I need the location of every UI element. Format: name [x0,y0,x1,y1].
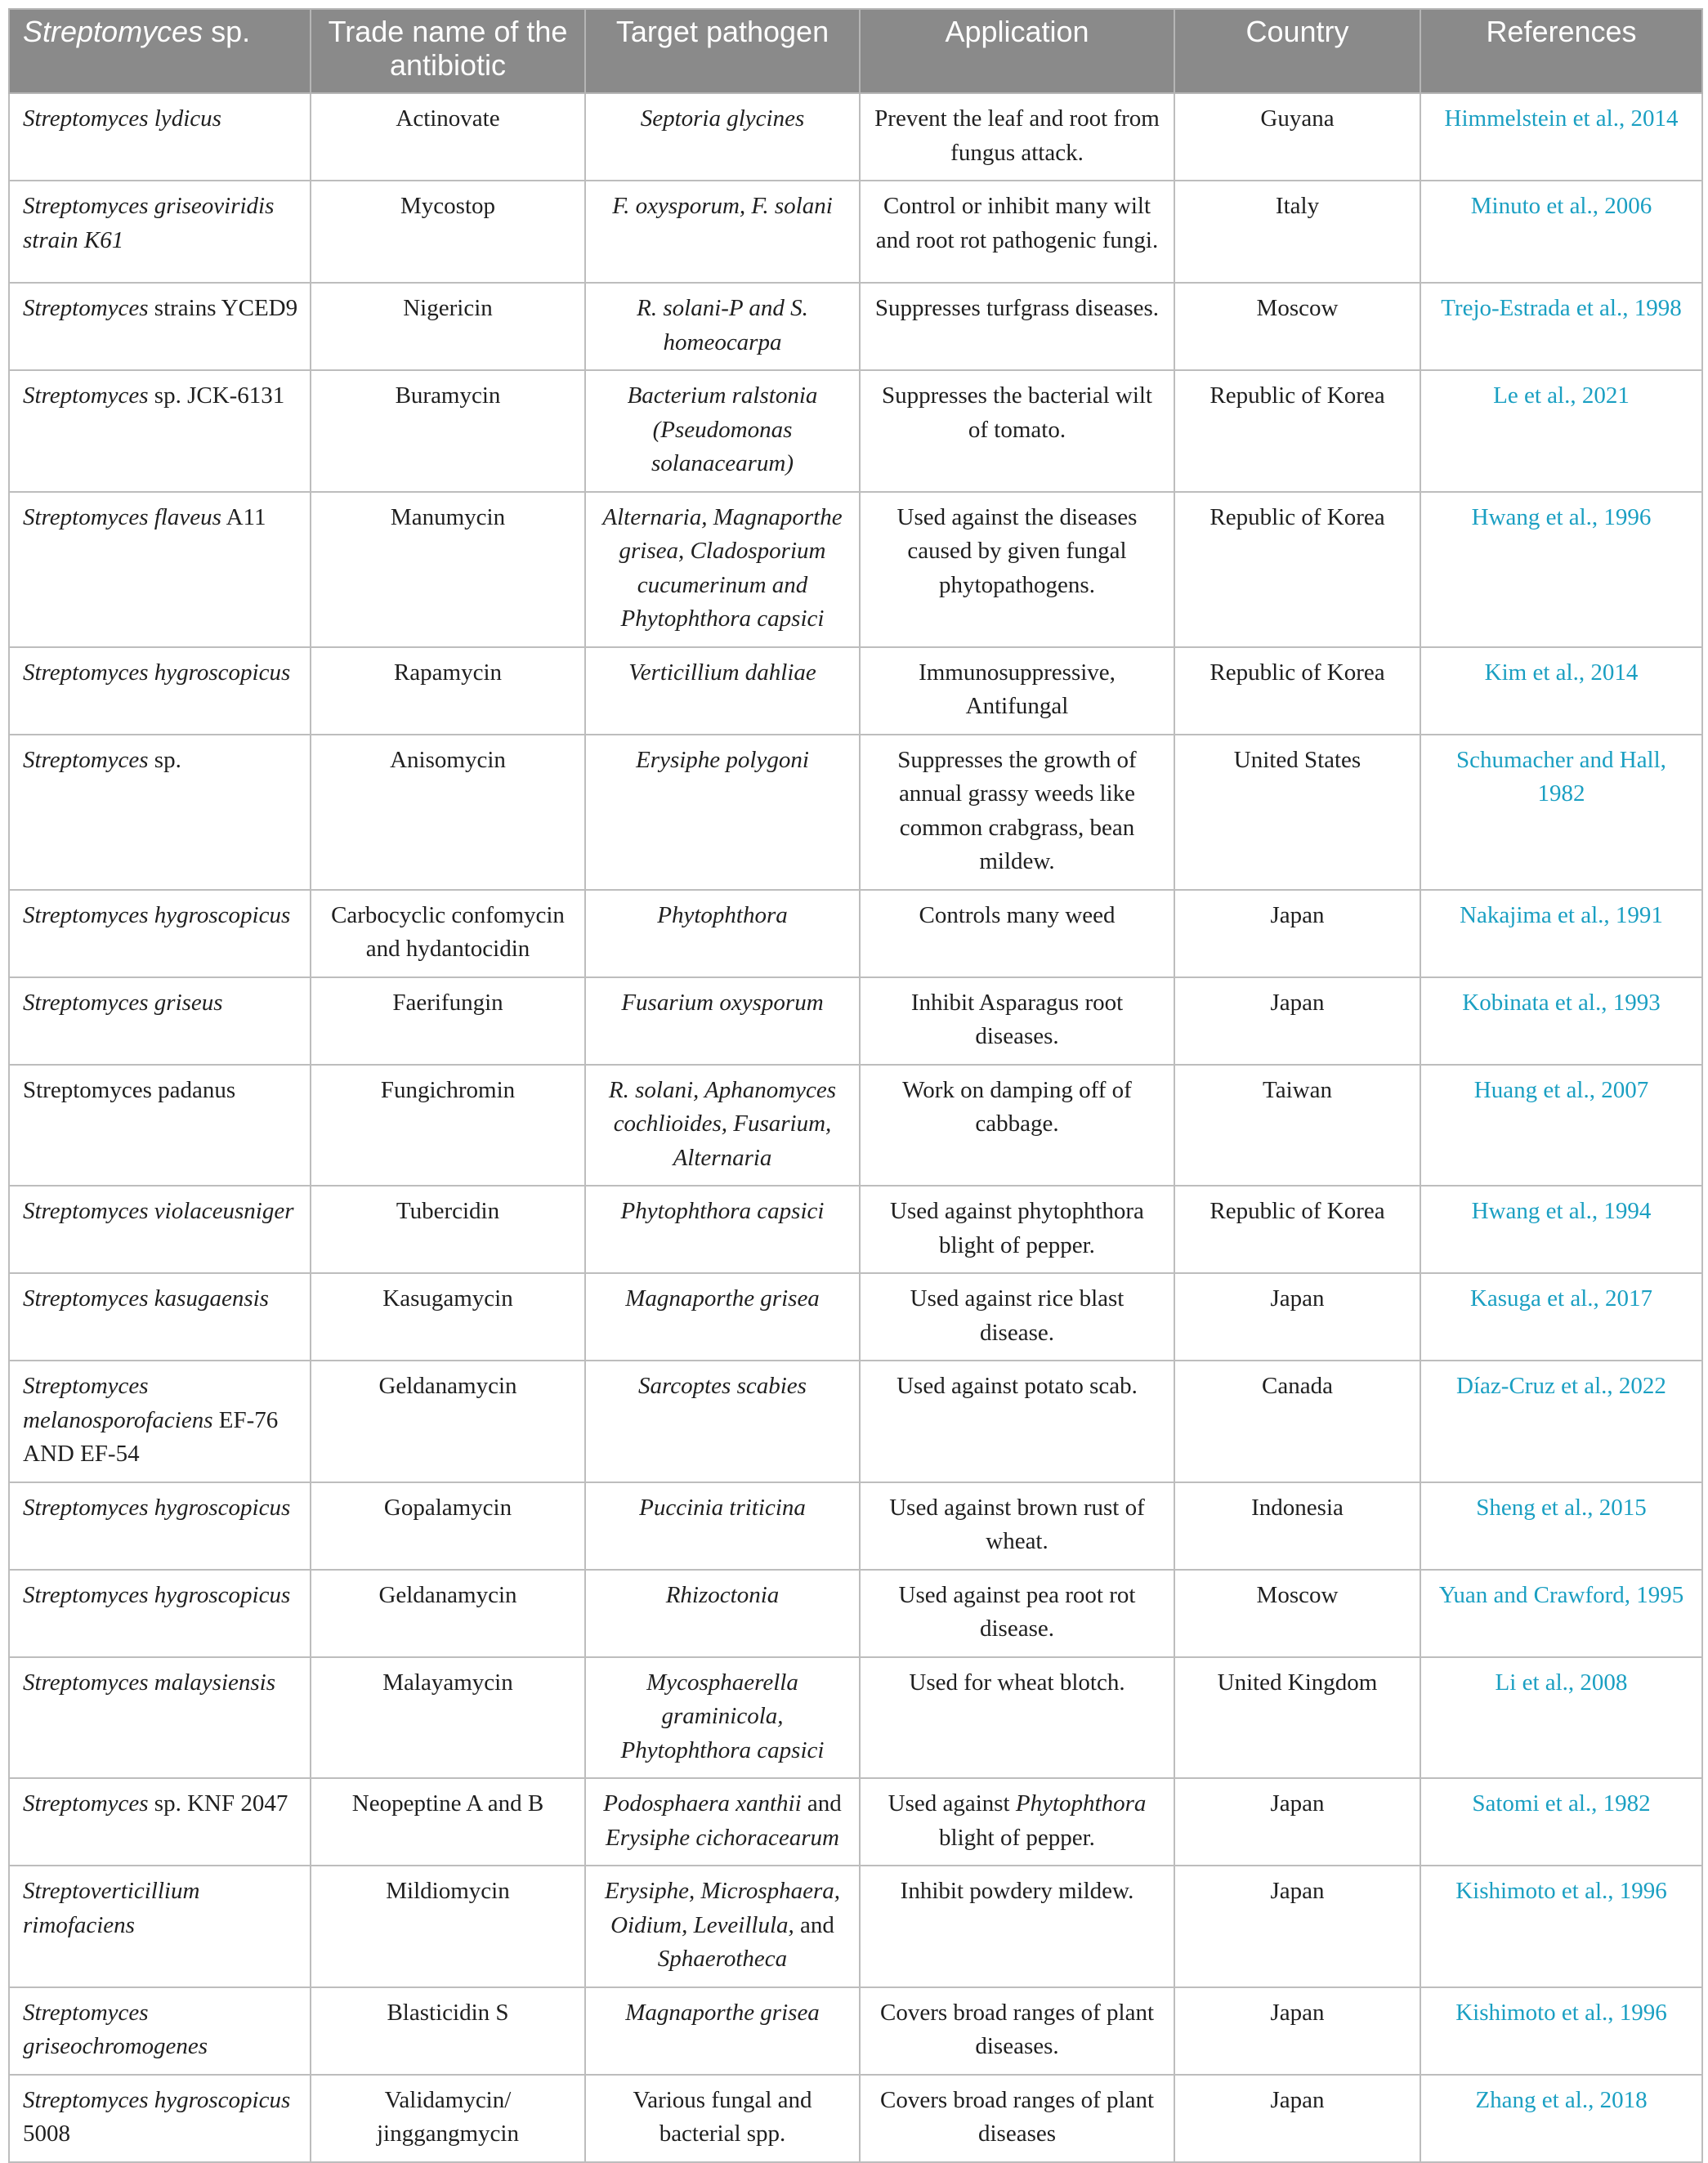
trade-name-cell: Actinovate [311,93,585,181]
application-cell-text: Used against pea root rot disease. [898,1581,1136,1642]
table-header [9,9,1702,93]
trade-name-cell: Blasticidin S [311,1987,585,2075]
trade-name-cell: Malayamycin [311,1657,585,1779]
target-pathogen-cell-text: and [801,1790,842,1817]
trade-name-cell: Validamycin/ jinggangmycin [311,2075,585,2162]
target-pathogen-cell-text: Magnaporthe grisea [625,1285,820,1312]
target-pathogen-cell-text: Bacterium ralstonia (Pseudomonas solanacearum) [627,382,818,476]
table-row [9,370,1702,492]
organism-cell [9,1570,311,1657]
application-cell-text: Work on damping off of cabbage. [902,1076,1132,1137]
target-pathogen-cell-text: and [794,1911,834,1938]
country-cell: Republic of Korea [1174,647,1420,735]
application-cell-text: Phytophthora [1015,1790,1147,1817]
organism-cell-text: Streptomyces lydicus [23,105,221,132]
table-row [9,181,1702,283]
table-row [9,1361,1702,1482]
table-row [9,1273,1702,1361]
application-cell-text: Prevent the leaf and root from fungus attack. [874,105,1160,166]
organism-cell-text: sp. KNF 2047 [148,1790,288,1817]
table-row [9,2075,1702,2162]
table-row [9,492,1702,647]
trade-name-cell: Tubercidin [311,1186,585,1273]
target-pathogen-cell [585,1987,860,2075]
reference-link[interactable]: Sheng et al., 2015 [1420,1482,1702,1570]
organism-cell [9,1482,311,1570]
organism-cell [9,1273,311,1361]
reference-link[interactable]: Minuto et al., 2006 [1420,181,1702,283]
organism-cell [9,1361,311,1482]
application-cell [860,1778,1174,1866]
trade-name-cell: Nigericin [311,283,585,370]
target-pathogen-cell-text: Mycosphaerella graminicola, Phytophthora capsici [620,1669,825,1763]
reference-link[interactable]: Zhang et al., 2018 [1420,2075,1702,2162]
target-pathogen-cell [585,1570,860,1657]
application-cell [860,181,1174,283]
application-cell-text: Used against rice blast disease. [910,1285,1125,1346]
country-cell: Japan [1174,1987,1420,2075]
reference-link[interactable]: Díaz-Cruz et al., 2022 [1420,1361,1702,1482]
application-cell-text: Control or inhibit many wilt and root rot pathogenic fungi. [875,193,1159,253]
target-pathogen-cell [585,2075,860,2162]
trade-name-cell: Mildiomycin [311,1866,585,1987]
application-cell-text: Suppresses the growth of annual grassy weeds like common crabgrass, bean mildew. [897,746,1137,874]
application-cell [860,2075,1174,2162]
reference-link[interactable]: Kishimoto et al., 1996 [1420,1866,1702,1987]
header-application: Application [860,9,1174,93]
reference-link[interactable]: Trejo-Estrada et al., 1998 [1420,283,1702,370]
application-cell [860,1570,1174,1657]
table-row [9,647,1702,735]
organism-cell-text: Streptomyces [23,382,149,409]
organism-cell-text: Streptomyces griseochromogenes [23,1999,208,2059]
application-cell [860,1065,1174,1187]
table-row [9,735,1702,890]
target-pathogen-cell [585,735,860,890]
trade-name-cell: Buramycin [311,370,585,492]
organism-cell-text: Streptomyces padanus [23,1076,236,1103]
target-pathogen-cell [585,1866,860,1987]
country-cell: Japan [1174,977,1420,1065]
antibiotics-table [8,8,1703,2163]
organism-cell-text: Streptomyces malaysiensis [23,1669,276,1696]
table-row [9,1657,1702,1779]
application-cell-text: Covers broad ranges of plant diseases [879,2086,1154,2147]
header-org-rest: sp. [203,15,251,48]
reference-link[interactable]: Himmelstein et al., 2014 [1420,93,1702,181]
organism-cell [9,492,311,647]
organism-cell-text: strains YCED9 [148,295,298,321]
country-cell: Republic of Korea [1174,370,1420,492]
header-trade-name: Trade name of the antibiotic [311,9,585,93]
application-cell-text: Used for wheat blotch. [909,1669,1125,1696]
target-pathogen-cell-text: R. solani-P and S. homeocarpa [637,295,808,355]
reference-link[interactable]: Kasuga et al., 2017 [1420,1273,1702,1361]
application-cell-text: Inhibit Asparagus root diseases. [910,989,1124,1049]
target-pathogen-cell [585,370,860,492]
application-cell-text: Immunosuppressive, Antifungal [919,659,1116,719]
country-cell: Republic of Korea [1174,1186,1420,1273]
reference-link[interactable]: Li et al., 2008 [1420,1657,1702,1779]
target-pathogen-cell-text: Septoria glycines [640,105,805,132]
application-cell-text: Used against brown rust of wheat. [889,1494,1145,1554]
target-pathogen-cell-text: Podosphaera xanthii [603,1790,802,1817]
target-pathogen-cell [585,890,860,977]
table-row [9,1778,1702,1866]
target-pathogen-cell-text: Phytophthora [657,901,788,928]
organism-cell [9,735,311,890]
organism-cell-text: Streptomyces griseoviridis strain K61 [23,193,275,253]
organism-cell-text: A11 [221,503,266,530]
application-cell [860,283,1174,370]
reference-link[interactable]: Satomi et al., 1982 [1420,1778,1702,1866]
organism-cell-text: Streptomyces hygroscopicus [23,901,291,928]
reference-link[interactable]: Kobinata et al., 1993 [1420,977,1702,1065]
target-pathogen-cell-text: Erysiphe, Microsphaera, Oidium, Leveillula, [604,1878,841,1938]
trade-name-cell: Gopalamycin [311,1482,585,1570]
reference-link[interactable]: Schumacher and Hall, 1982 [1420,735,1702,890]
organism-cell [9,1778,311,1866]
application-cell [860,370,1174,492]
target-pathogen-cell [585,647,860,735]
table-row [9,283,1702,370]
table-row [9,93,1702,181]
country-cell: Guyana [1174,93,1420,181]
application-cell [860,1361,1174,1482]
target-pathogen-cell [585,1778,860,1866]
reference-link[interactable]: Nakajima et al., 1991 [1420,890,1702,977]
application-cell [860,1866,1174,1987]
application-cell-text: Suppresses turfgrass diseases. [874,295,1160,321]
header-target-pathogen: Target pathogen [585,9,860,93]
organism-cell [9,1987,311,2075]
table-row [9,1570,1702,1657]
target-pathogen-cell [585,283,860,370]
target-pathogen-cell [585,181,860,283]
reference-link[interactable]: Huang et al., 2007 [1420,1065,1702,1187]
target-pathogen-cell-text: Rhizoctonia [665,1581,780,1608]
application-cell [860,93,1174,181]
organism-cell [9,370,311,492]
header-references: References [1420,9,1702,93]
reference-link[interactable]: Le et al., 2021 [1420,370,1702,492]
application-cell [860,492,1174,647]
organism-cell-text: sp. [148,746,181,773]
application-cell-text: blight of pepper. [939,1824,1095,1851]
target-pathogen-cell-text: Fusarium oxysporum [621,989,824,1016]
application-cell [860,735,1174,890]
target-pathogen-cell [585,93,860,181]
organism-cell [9,181,311,283]
target-pathogen-cell-text: Erysiphe cichoracearum [606,1824,839,1851]
country-cell: United States [1174,735,1420,890]
trade-name-cell: Geldanamycin [311,1361,585,1482]
reference-link[interactable]: Hwang et al., 1996 [1420,492,1702,647]
table-body [9,93,1702,2162]
country-cell: Japan [1174,890,1420,977]
target-pathogen-cell [585,1657,860,1779]
organism-cell [9,1866,311,1987]
table-row [9,977,1702,1065]
application-cell-text: Controls many weed [919,901,1116,928]
table-row [9,890,1702,977]
trade-name-cell: Mycostop [311,181,585,283]
table-row [9,1186,1702,1273]
country-cell: Moscow [1174,283,1420,370]
application-cell [860,1482,1174,1570]
target-pathogen-cell-text: Sarcoptes scabies [638,1373,807,1399]
table-row [9,1987,1702,2075]
target-pathogen-cell [585,977,860,1065]
header-country: Country [1174,9,1420,93]
organism-cell-text: Streptomyces hygroscopicus [23,1581,291,1608]
organism-cell-text: Streptomyces melanosporofaciens [23,1373,213,1433]
target-pathogen-cell-text: Erysiphe polygoni [636,746,809,773]
organism-cell-text: Streptomyces hygroscopicus [23,659,291,686]
country-cell: Italy [1174,181,1420,283]
application-cell [860,1273,1174,1361]
country-cell: Japan [1174,1273,1420,1361]
trade-name-cell: Carbocyclic confomycin and hydantocidin [311,890,585,977]
organism-cell [9,1186,311,1273]
country-cell: Japan [1174,2075,1420,2162]
country-cell: Canada [1174,1361,1420,1482]
reference-link[interactable]: Kim et al., 2014 [1420,647,1702,735]
application-cell [860,1657,1174,1779]
trade-name-cell: Anisomycin [311,735,585,890]
target-pathogen-cell-text: R. solani, Aphanomyces cochlioides, Fusarium, Alternaria [608,1076,837,1171]
organism-cell [9,1657,311,1779]
application-cell-text: Used against potato scab. [896,1373,1138,1399]
application-cell [860,890,1174,977]
application-cell-text: Used against phytophthora blight of pepper. [890,1198,1144,1258]
organism-cell-text: EF-76 AND EF-54 [23,1406,279,1467]
country-cell: Taiwan [1174,1065,1420,1187]
target-pathogen-cell-text: Various fungal and bacterial spp. [633,2086,812,2147]
trade-name-cell: Faerifungin [311,977,585,1065]
application-cell-text: Used against the diseases caused by given fungal phytopathogens. [896,503,1138,598]
table-row [9,1482,1702,1570]
target-pathogen-cell-text: Puccinia triticina [639,1494,806,1521]
organism-cell-text: Streptomyces kasugaensis [23,1285,269,1312]
target-pathogen-cell-text: Alternaria, Magnaporthe grisea, Cladosporium cucumerinum and Phytophthora capsici [602,503,843,632]
country-cell: Indonesia [1174,1482,1420,1570]
target-pathogen-cell [585,1186,860,1273]
application-cell [860,1186,1174,1273]
organism-cell [9,283,311,370]
organism-cell [9,2075,311,2162]
application-cell-text: Used against [888,1790,1016,1817]
organism-cell-text: sp. JCK-6131 [148,382,285,409]
trade-name-cell: Kasugamycin [311,1273,585,1361]
trade-name-cell: Rapamycin [311,647,585,735]
organism-cell-text: Streptomyces violaceusniger [23,1198,294,1224]
trade-name-cell: Fungichromin [311,1065,585,1187]
country-cell: United Kingdom [1174,1657,1420,1779]
target-pathogen-cell [585,1482,860,1570]
organism-cell [9,93,311,181]
target-pathogen-cell [585,1273,860,1361]
organism-cell [9,1065,311,1187]
organism-cell-text: Streptomyces flaveus [23,503,221,530]
organism-cell-text: Streptomyces [23,746,149,773]
reference-link[interactable]: Yuan and Crawford, 1995 [1420,1570,1702,1657]
organism-cell [9,647,311,735]
table-container [8,8,1701,2163]
target-pathogen-cell [585,492,860,647]
application-cell-text: Covers broad ranges of plant diseases. [879,1999,1154,2059]
organism-cell-text: 5008 [23,2121,70,2147]
organism-cell [9,890,311,977]
reference-link[interactable]: Hwang et al., 1994 [1420,1186,1702,1273]
target-pathogen-cell [585,1361,860,1482]
application-cell-text: Suppresses the bacterial wilt of tomato. [882,382,1152,443]
country-cell: Japan [1174,1778,1420,1866]
header-streptomyces [9,9,311,93]
trade-name-cell: Manumycin [311,492,585,647]
country-cell: Republic of Korea [1174,492,1420,647]
header-org-italic: Streptomyces [23,15,203,48]
country-cell: Moscow [1174,1570,1420,1657]
organism-cell-text: Streptomyces hygroscopicus [23,1494,291,1521]
target-pathogen-cell-text: Magnaporthe grisea [625,1999,820,2026]
organism-cell-text: Streptomyces griseus [23,989,223,1016]
organism-cell-text: Streptomyces hygroscopicus [23,2086,291,2113]
table-row [9,1866,1702,1987]
target-pathogen-cell-text: F. oxysporum, F. solani [612,193,833,219]
table-row [9,1065,1702,1187]
country-cell: Japan [1174,1866,1420,1987]
application-cell [860,977,1174,1065]
application-cell [860,647,1174,735]
organism-cell-text: Streptomyces [23,295,149,321]
application-cell [860,1987,1174,2075]
target-pathogen-cell-text: Phytophthora capsici [620,1198,825,1224]
target-pathogen-cell [585,1065,860,1187]
organism-cell-text: Streptomyces [23,1790,149,1817]
reference-link[interactable]: Kishimoto et al., 1996 [1420,1987,1702,2075]
organism-cell [9,977,311,1065]
target-pathogen-cell-text: Sphaerotheca [657,1946,788,1972]
organism-cell-text: Streptoverticillium rimofaciens [23,1878,200,1938]
application-cell-text: Inhibit powdery mildew. [900,1878,1134,1904]
header-row [9,9,1702,93]
target-pathogen-cell-text: Verticillium dahliae [628,659,816,686]
trade-name-cell: Geldanamycin [311,1570,585,1657]
trade-name-cell: Neopeptine A and B [311,1778,585,1866]
